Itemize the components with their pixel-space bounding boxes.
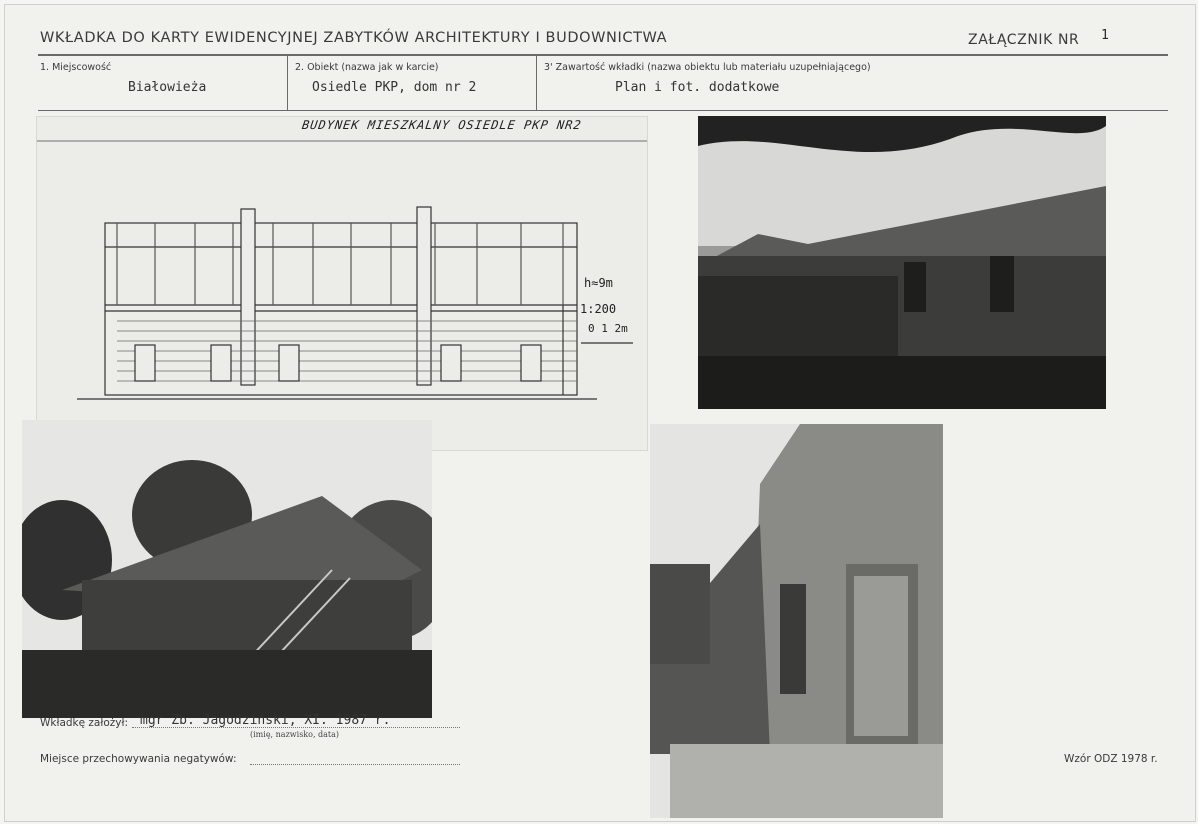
header-rule xyxy=(38,54,1168,56)
object-label: 2. Obiekt (nazwa jak w karcie) xyxy=(295,62,439,73)
photo-house-front xyxy=(698,116,1106,409)
place-label: 1. Miejscowość xyxy=(40,62,112,73)
author-hint: (imię, nazwisko, data) xyxy=(250,730,340,739)
annex-label: ZAŁĄCZNIK NR xyxy=(968,32,1080,48)
field-divider-2 xyxy=(536,56,537,110)
photo-house-entrance xyxy=(650,424,943,818)
scale-ratio: 1:200 xyxy=(580,302,617,316)
fields-rule xyxy=(38,110,1168,111)
form-title: WKŁADKA DO KARTY EWIDENCYJNEJ ZABYTKÓW ARCHITEKTURY I BUDOWNICTWA xyxy=(40,30,668,46)
form-note: Wzór ODZ 1978 r. xyxy=(1064,753,1158,765)
elevation-drawing xyxy=(36,116,648,451)
negatives-line xyxy=(250,764,460,765)
object-value: Osiedle PKP, dom nr 2 xyxy=(312,80,477,95)
author-label: Wkładkę założył: xyxy=(40,717,129,729)
drawing-caption: BUDYNEK MIESZKALNY OSIEDLE PKP NR2 xyxy=(301,118,583,132)
elevation-sketch xyxy=(37,117,647,450)
author-line xyxy=(132,727,460,728)
author-value: mgr Zb. Jagodziński, XI. 1987 r. xyxy=(140,713,391,728)
field-divider-1 xyxy=(287,56,288,110)
content-value: Plan i fot. dodatkowe xyxy=(615,80,780,95)
scale-marks: 0 1 2m xyxy=(588,322,628,335)
negatives-label: Miejsce przechowywania negatywów: xyxy=(40,753,237,765)
annex-number: 1 xyxy=(1101,28,1109,43)
height-note: h≈9m xyxy=(584,276,613,290)
content-label: 3' Zawartość wkładki (nazwa obiektu lub materiału uzupełniającego) xyxy=(544,62,871,73)
photo-house-stairs xyxy=(22,420,432,718)
place-value: Białowieża xyxy=(128,80,207,95)
